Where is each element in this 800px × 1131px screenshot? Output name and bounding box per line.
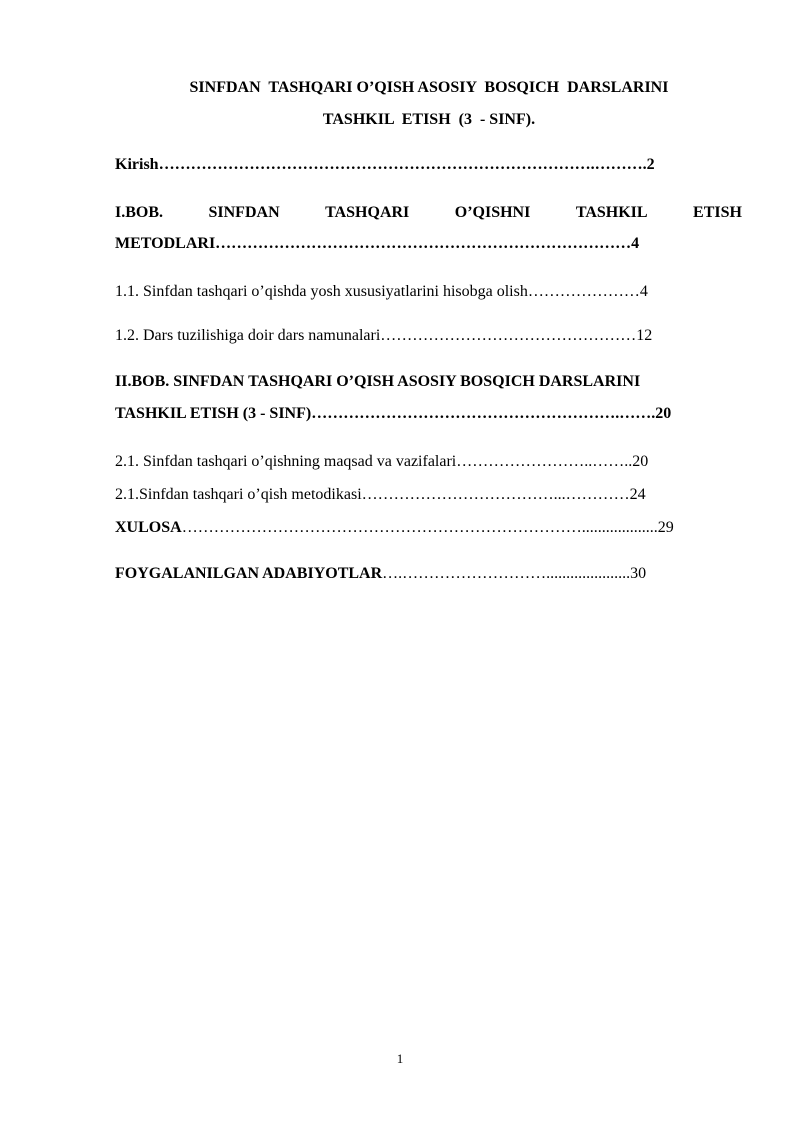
toc-word: SINFDAN xyxy=(208,204,280,221)
toc-entry-bob2-line-1: II.BOB. SINFDAN TASHQARI O’QISH ASOSIY BOSQICH DARSLARINI xyxy=(115,373,641,390)
toc-entry-1-1: 1.1. Sinfdan tashqari o’qishda yosh xususiyatlarini hisobga olish…………………4 xyxy=(115,283,648,300)
toc-entry-1-2: 1.2. Dars tuzilishiga doir dars namunalari…………………………………………12 xyxy=(115,327,653,344)
document-title-line-2: TASHKIL ETISH (3 - SINF). xyxy=(322,111,536,128)
toc-entry-kirish: Kirish……………………………………………………………………….……….2 xyxy=(115,156,655,173)
toc-entry-label: XULOSA xyxy=(115,519,182,536)
toc-entry-bob2-line-2: TASHKIL ETISH (3 - SINF)………………………………………………….…….20 xyxy=(115,405,672,422)
toc-word: TASHKIL xyxy=(575,204,648,221)
toc-word: O’QISHNI xyxy=(454,204,531,221)
toc-entry-bob1-line-1 xyxy=(115,203,742,223)
page-number: 1 xyxy=(396,1051,404,1066)
toc-entry-label: FOYGALANILGAN ADABIYOTLAR xyxy=(115,565,383,582)
document-title-line-1: SINFDAN TASHQARI O’QISH ASOSIY BOSQICH DARSLARINI xyxy=(189,79,669,96)
toc-entry-foygalanilgan xyxy=(115,564,745,584)
toc-entry-xulosa xyxy=(115,518,745,538)
toc-entry-2-1: 2.1. Sinfdan tashqari o’qishning maqsad va vazifalari……………………..……..20 xyxy=(115,453,649,470)
toc-entry-dots: ….……………………….....................30 xyxy=(382,565,647,582)
toc-entry-2-1b: 2.1.Sinfdan tashqari o’qish metodikasi………………………………...…………24 xyxy=(115,486,646,503)
toc-word: ETISH xyxy=(693,204,742,221)
toc-entry-dots: …………………………………………………………………...................29 xyxy=(181,519,674,536)
toc-entry-bob1-line-2: METODLARI……………………………………………………………………4 xyxy=(115,235,640,252)
toc-word: I.BOB. xyxy=(115,204,164,221)
toc-word: TASHQARI xyxy=(325,204,410,221)
